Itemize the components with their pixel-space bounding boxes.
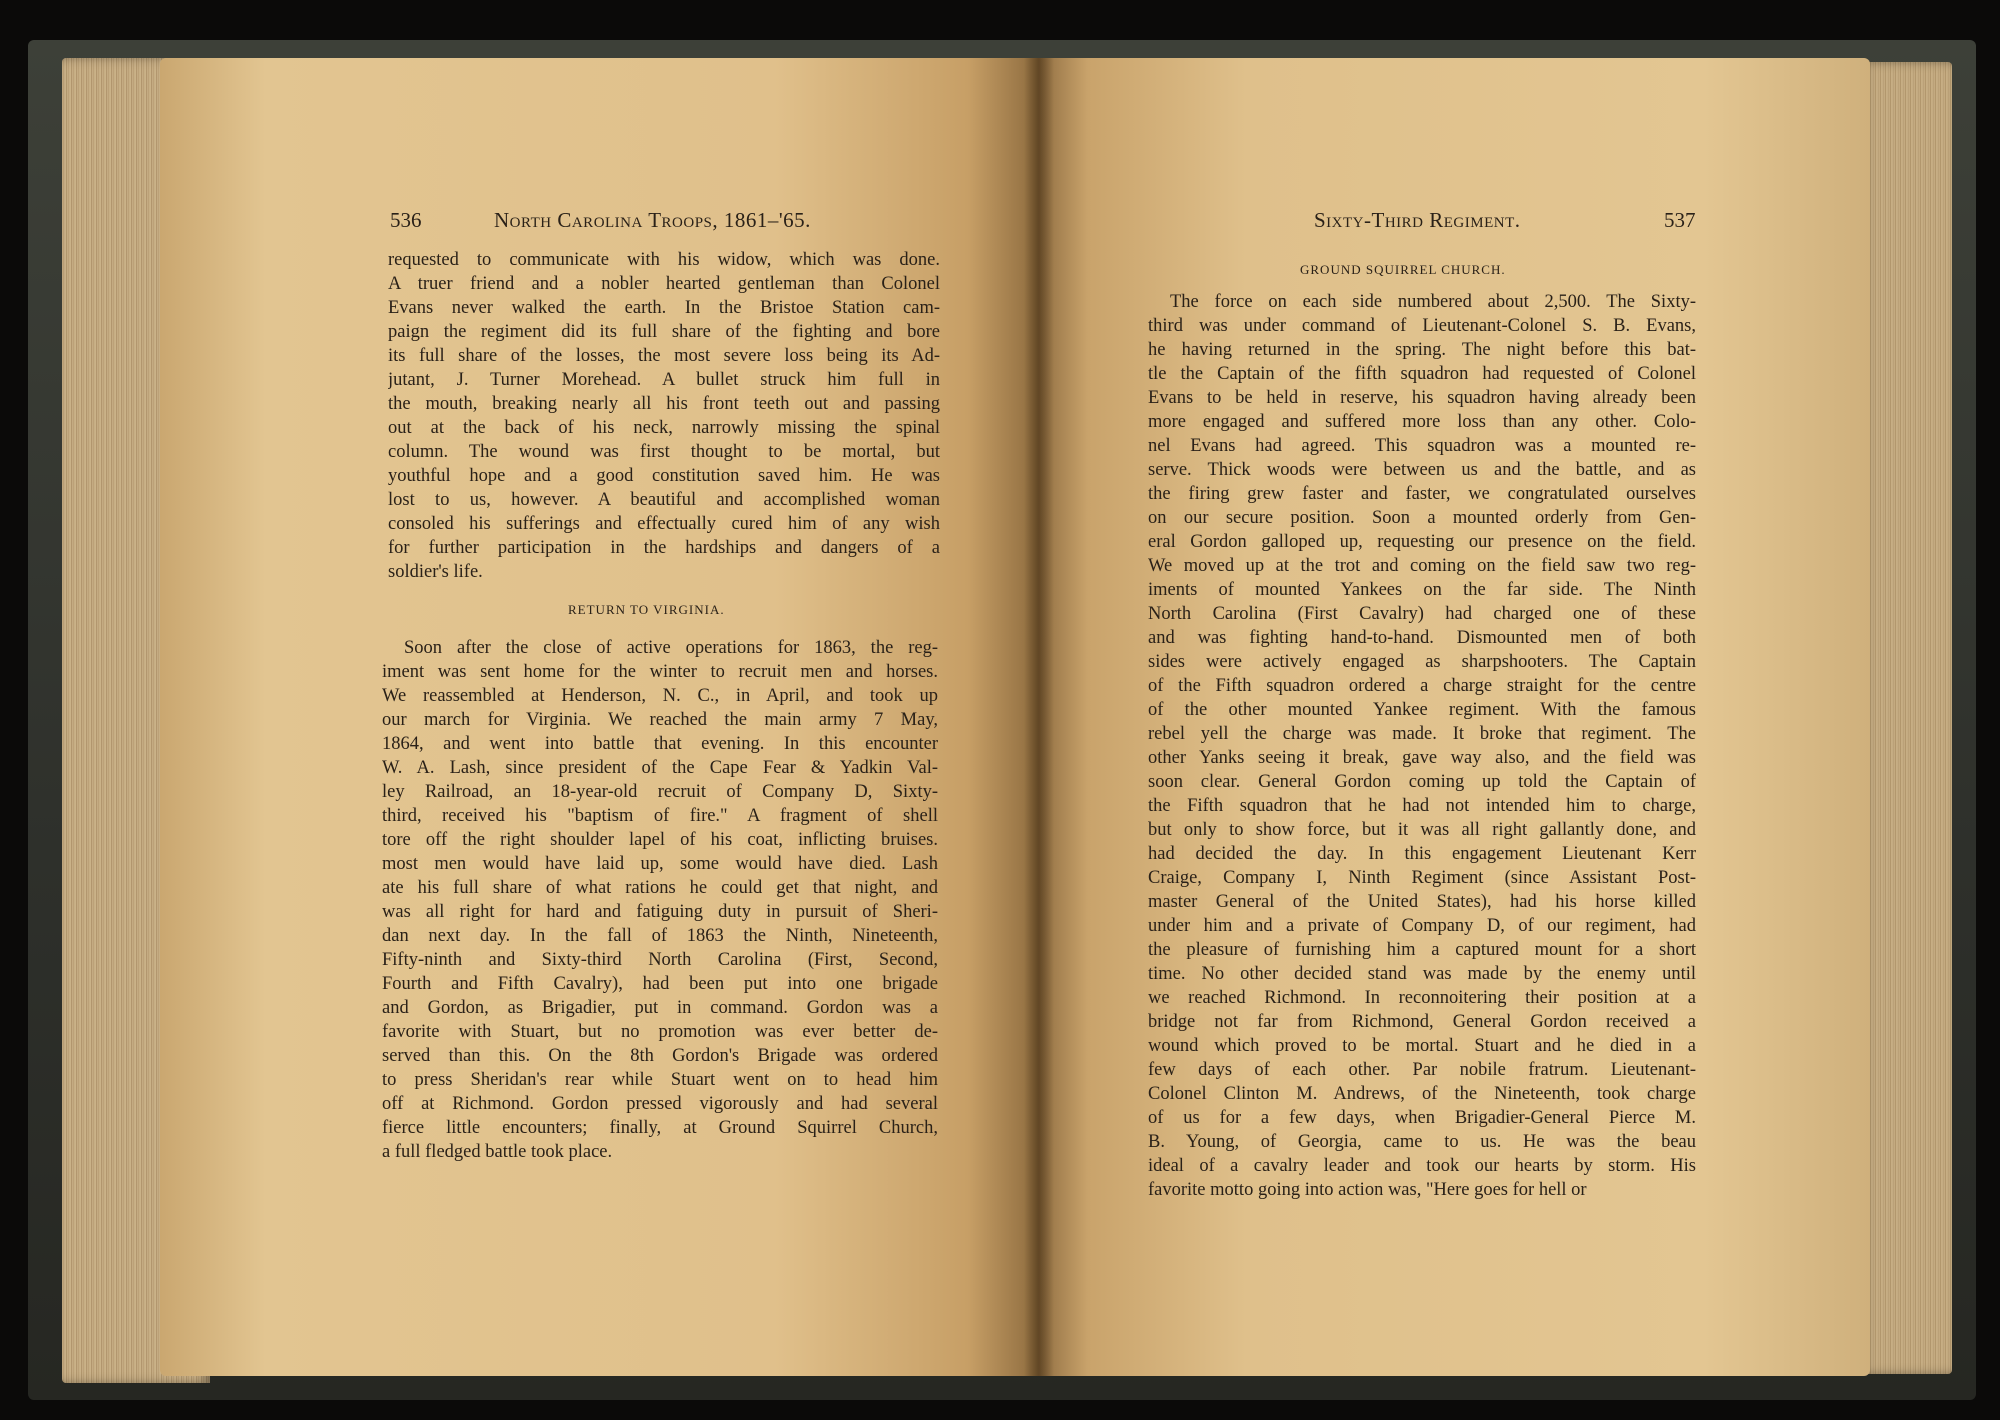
text-line: our march for Virginia. We reached the main army 7 May, xyxy=(382,710,938,730)
text-line: W. A. Lash, since president of the Cape Fear & Yadkin Val- xyxy=(382,758,938,778)
right-section-heading: GROUND SQUIRREL CHURCH. xyxy=(1300,262,1506,277)
right-running-title: Sixty-Third Regiment. xyxy=(1314,208,1521,232)
text-line: third was under command of Lieutenant-Colonel S. B. Evans, xyxy=(1148,316,1696,336)
text-line: for further participation in the hardships and dangers of a xyxy=(388,538,940,558)
text-line: master General of the United States), had his horse killed xyxy=(1148,892,1696,912)
text-line: nel Evans had agreed. This squadron was a mounted re- xyxy=(1148,436,1696,456)
text-line: of the Fifth squadron ordered a charge straight for the centre xyxy=(1148,676,1696,696)
text-line: more engaged and suffered more loss than any other. Colo- xyxy=(1148,412,1696,432)
text-line: third, received his "baptism of fire." A fragment of shell xyxy=(382,806,938,826)
text-line: ate his full share of what rations he could get that night, and xyxy=(382,878,938,898)
text-line: he having returned in the spring. The night before this bat- xyxy=(1148,340,1696,360)
text-line: fierce little encounters; finally, at Ground Squirrel Church, xyxy=(382,1118,938,1138)
text-line: column. The wound was first thought to be mortal, but xyxy=(388,442,940,462)
text-line: of us for a few days, when Brigadier-General Pierce M. xyxy=(1148,1108,1696,1128)
text-line: the pleasure of furnishing him a captured mount for a short xyxy=(1148,940,1696,960)
text-line: under him and a private of Company D, of our regiment, had xyxy=(1148,916,1696,936)
text-line: and was fighting hand-to-hand. Dismounted men of both xyxy=(1148,628,1696,648)
text-line: youthful hope and a good constitution saved him. He was xyxy=(388,466,940,486)
text-line: time. No other decided stand was made by the enemy until xyxy=(1148,964,1696,984)
text-line: other Yanks seeing it break, gave way also, and the field was xyxy=(1148,748,1696,768)
text-line: on our secure position. Soon a mounted orderly from Gen- xyxy=(1148,508,1696,528)
text-line: ley Railroad, an 18-year-old recruit of Company D, Sixty- xyxy=(382,782,938,802)
text-line: soon clear. General Gordon coming up told the Captain of xyxy=(1148,772,1696,792)
text-line: paign the regiment did its full share of the fighting and bore xyxy=(388,322,940,342)
text-line: the mouth, breaking nearly all his front teeth out and passing xyxy=(388,394,940,414)
text-line: Fifty-ninth and Sixty-third North Carolina (First, Second, xyxy=(382,950,938,970)
text-line: bridge not far from Richmond, General Gordon received a xyxy=(1148,1012,1696,1032)
text-line: rebel yell the charge was made. It broke that regiment. The xyxy=(1148,724,1696,744)
text-line: served than this. On the 8th Gordon's Brigade was ordered xyxy=(382,1046,938,1066)
text-line: a full fledged battle took place. xyxy=(382,1142,613,1162)
text-line: iment was sent home for the winter to recruit men and horses. xyxy=(382,662,938,682)
left-section-heading: RETURN TO VIRGINIA. xyxy=(568,602,725,617)
text-line: of the other mounted Yankee regiment. With the famous xyxy=(1148,700,1696,720)
text-line: off at Richmond. Gordon pressed vigorously and had several xyxy=(382,1094,938,1114)
text-line: lost to us, however. A beautiful and accomplished woman xyxy=(388,490,940,510)
text-line: Soon after the close of active operations for 1863, the reg- xyxy=(404,638,938,658)
text-line: Evans to be held in reserve, his squadron having already been xyxy=(1148,388,1696,408)
text-line: was all right for hard and fatiguing duty in pursuit of Sheri- xyxy=(382,902,938,922)
left-running-title: North Carolina Troops, 1861–'65. xyxy=(494,208,811,232)
text-line: consoled his sufferings and effectually cured him of any wish xyxy=(388,514,940,534)
text-line: Fourth and Fifth Cavalry), had been put into one brigade xyxy=(382,974,938,994)
text-line: but only to show force, but it was all right gallantly done, and xyxy=(1148,820,1696,840)
text-line: The force on each side numbered about 2,500. The Sixty- xyxy=(1170,292,1696,312)
text-line: most men would have laid up, some would have died. Lash xyxy=(382,854,938,874)
text-line: its full share of the losses, the most severe loss being its Ad- xyxy=(388,346,940,366)
right-page-edges xyxy=(1860,62,1952,1374)
right-paragraph xyxy=(1148,290,1696,1202)
left-paragraph-2 xyxy=(382,636,938,1164)
text-line: we reached Richmond. In reconnoitering their position at a xyxy=(1148,988,1696,1008)
text-line: eral Gordon galloped up, requesting our presence on the field. xyxy=(1148,532,1696,552)
text-line: favorite with Stuart, but no promotion was ever better de- xyxy=(382,1022,938,1042)
text-line: ideal of a cavalry leader and took our hearts by storm. His xyxy=(1148,1156,1696,1176)
text-line: the firing grew faster and faster, we congratulated ourselves xyxy=(1148,484,1696,504)
text-line: wound which proved to be mortal. Stuart and he died in a xyxy=(1148,1036,1696,1056)
text-line: the Fifth squadron that he had not intended him to charge, xyxy=(1148,796,1696,816)
text-line: requested to communicate with his widow, which was done. xyxy=(388,250,940,270)
book-gutter xyxy=(1024,58,1054,1376)
text-line: serve. Thick woods were between us and the battle, and as xyxy=(1148,460,1696,480)
right-page-number: 537 xyxy=(1664,208,1696,232)
left-paragraph-1 xyxy=(388,248,940,584)
text-line: had decided the day. In this engagement Lieutenant Kerr xyxy=(1148,844,1696,864)
text-line: iments of mounted Yankees on the far side. The Ninth xyxy=(1148,580,1696,600)
text-line: out at the back of his neck, narrowly missing the spinal xyxy=(388,418,940,438)
text-line: Colonel Clinton M. Andrews, of the Nineteenth, took charge xyxy=(1148,1084,1696,1104)
text-line: tore off the right shoulder lapel of his coat, inflicting bruises. xyxy=(382,830,938,850)
text-line: dan next day. In the fall of 1863 the Ninth, Nineteenth, xyxy=(382,926,938,946)
text-line: jutant, J. Turner Morehead. A bullet struck him full in xyxy=(388,370,940,390)
text-line: Craige, Company I, Ninth Regiment (since Assistant Post- xyxy=(1148,868,1696,888)
text-line: We moved up at the trot and coming on the field saw two reg- xyxy=(1148,556,1696,576)
text-line: few days of each other. Par nobile fratrum. Lieutenant- xyxy=(1148,1060,1696,1080)
text-line: sides were actively engaged as sharpshooters. The Captain xyxy=(1148,652,1696,672)
text-line: 1864, and went into battle that evening. In this encounter xyxy=(382,734,938,754)
text-line: We reassembled at Henderson, N. C., in April, and took up xyxy=(382,686,938,706)
text-line: soldier's life. xyxy=(388,562,483,582)
left-page-number: 536 xyxy=(390,208,422,232)
text-line: A truer friend and a nobler hearted gentleman than Colonel xyxy=(388,274,940,294)
text-line: favorite motto going into action was, "Here goes for hell or xyxy=(1148,1180,1587,1200)
text-line: and Gordon, as Brigadier, put in command. Gordon was a xyxy=(382,998,938,1018)
text-line: to press Sheridan's rear while Stuart went on to head him xyxy=(382,1070,938,1090)
text-line: B. Young, of Georgia, came to us. He was the beau xyxy=(1148,1132,1696,1152)
text-line: tle the Captain of the fifth squadron had requested of Colonel xyxy=(1148,364,1696,384)
text-line: North Carolina (First Cavalry) had charged one of these xyxy=(1148,604,1696,624)
text-line: Evans never walked the earth. In the Bristoe Station cam- xyxy=(388,298,940,318)
